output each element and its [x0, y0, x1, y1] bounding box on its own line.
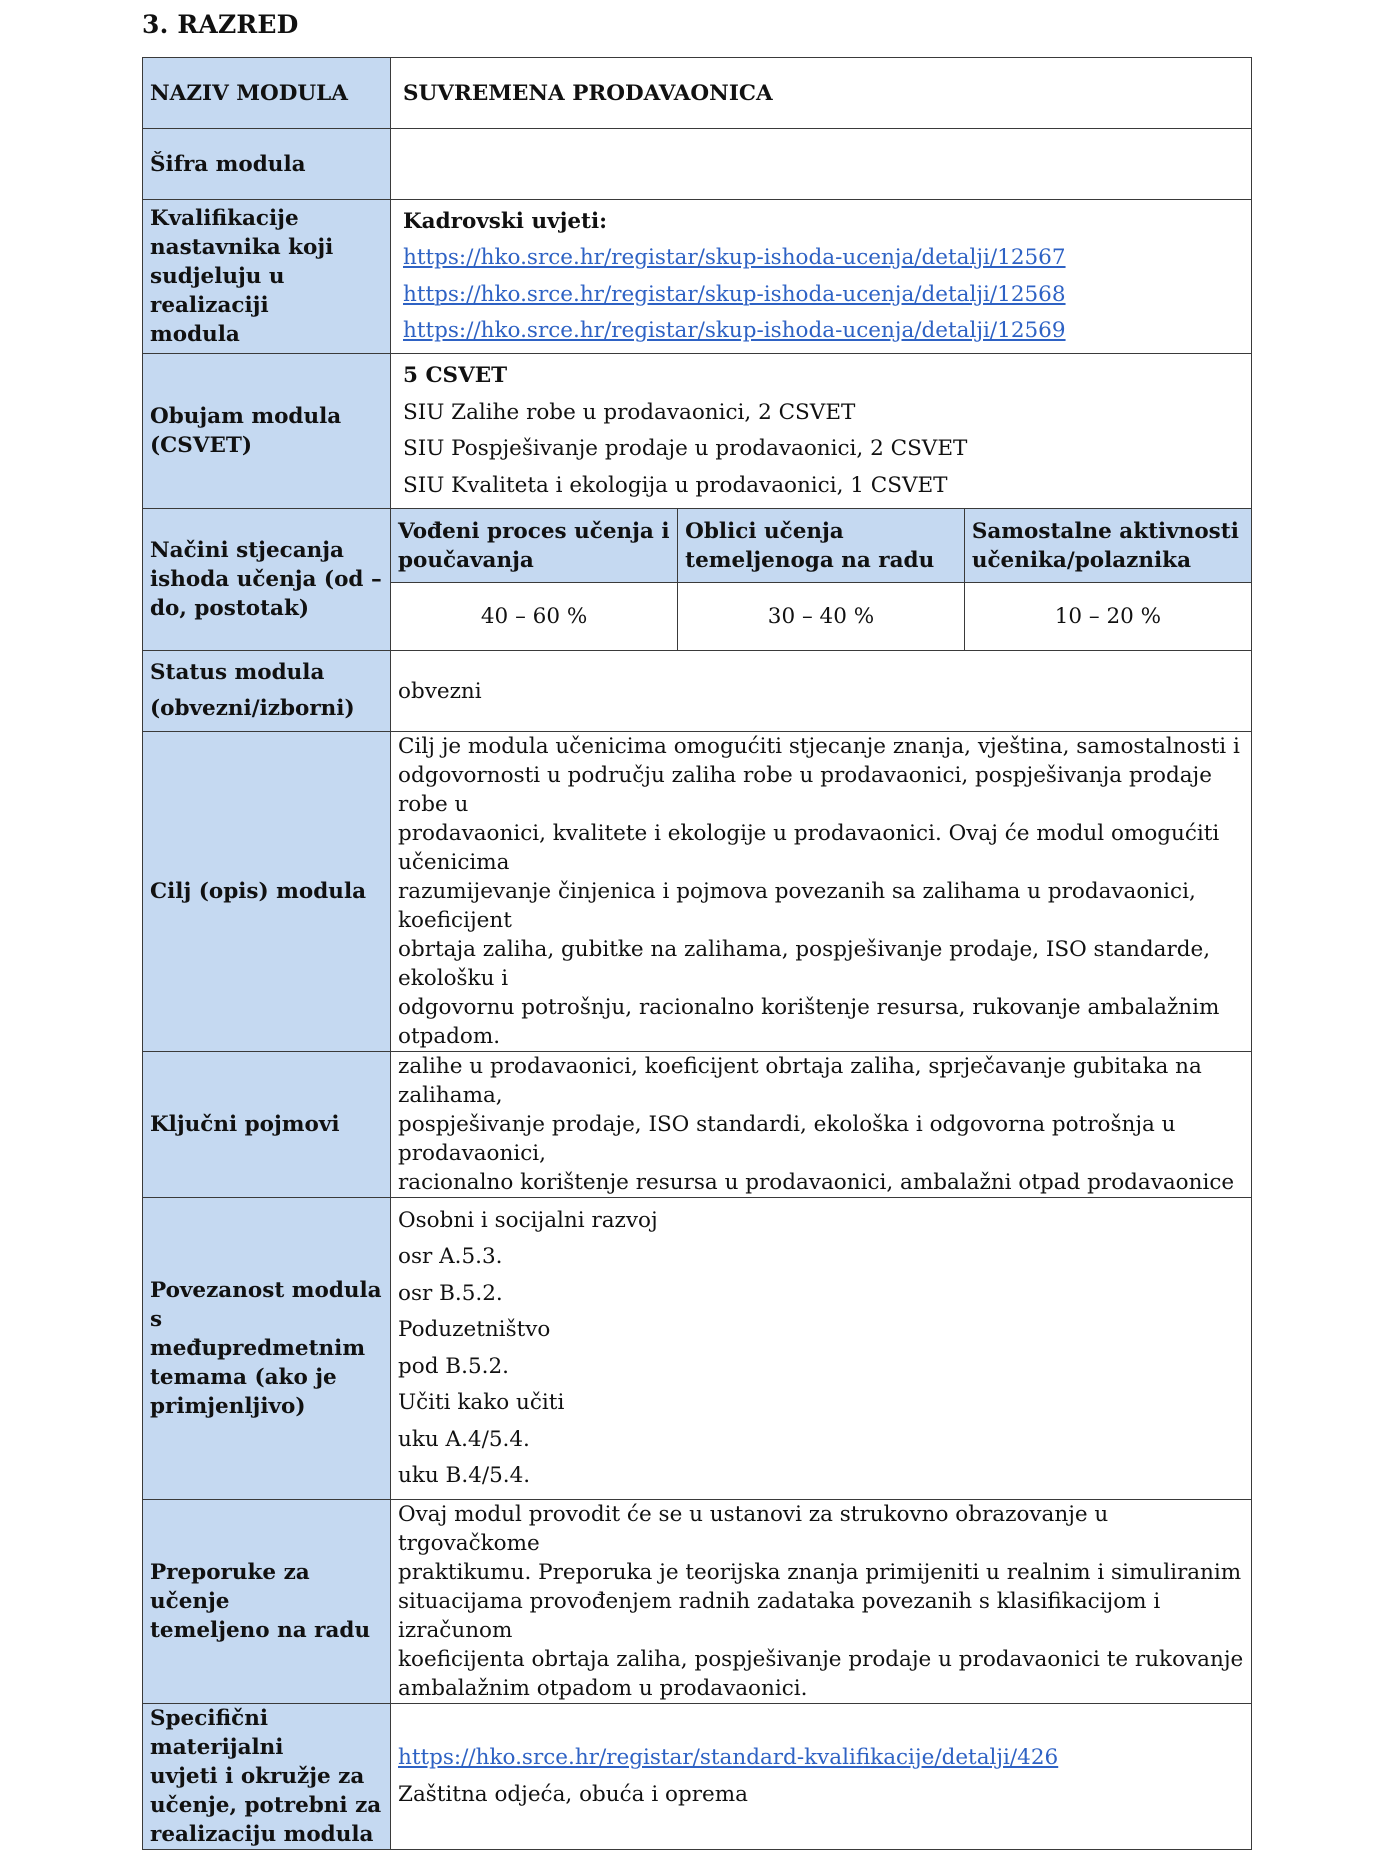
- obujam-label: [143, 354, 391, 509]
- row-sifra-modula: [143, 129, 1252, 200]
- status-value: obvezni: [391, 651, 1252, 732]
- obujam-item: SIU Zalihe robe u prodavaonici, 2 CSVET: [403, 399, 856, 425]
- label-line: Preporuke za učenje: [150, 1560, 310, 1614]
- label-line: Status modula: [150, 660, 325, 685]
- preporuke-line: situacijama provođenjem radnih zadataka povezanih s klasifikacijom i izračunom: [398, 1589, 1161, 1643]
- kljucni-line: pospješivanje prodaje, ISO standardi, ekološka i odgovorna potrošnja u prodavaonici,: [398, 1112, 1176, 1166]
- preporuke-label: [143, 1500, 391, 1704]
- label-line: sudjeluju u realizaciji: [150, 264, 285, 318]
- standard-kvalifikacije-link[interactable]: https://hko.srce.hr/registar/standard-kvalifikacije/detalji/426: [398, 1745, 1059, 1770]
- kljucni-pojmovi-content: [391, 1052, 1252, 1198]
- label-line: (CSVET): [150, 433, 253, 458]
- nacini-value-vodeni: 40 – 60 %: [391, 583, 678, 650]
- header-line: temeljenoga na radu: [685, 547, 935, 573]
- label-line: modula: [150, 322, 240, 347]
- nacini-value-samostalne: 10 – 20 %: [964, 583, 1251, 650]
- label-line: temeljeno na radu: [150, 1618, 371, 1643]
- label-line: uvjeti i okružje za: [150, 1764, 365, 1789]
- cilj-label: Cilj (opis) modula: [143, 732, 391, 1052]
- row-obujam: [143, 354, 1252, 509]
- kvalifikacija-link-12568[interactable]: https://hko.srce.hr/registar/skup-ishoda-ucenja/detalji/12568: [403, 281, 1066, 307]
- povezanost-item: osr A.5.3.: [398, 1244, 503, 1269]
- label-line: nastavnika koji: [150, 235, 334, 260]
- cilj-line: odgovornosti u području zaliha robe u prodavaonici, pospješivanja prodaje robe u: [398, 763, 1212, 817]
- povezanost-item: Učiti kako učiti: [398, 1390, 565, 1415]
- label-line: (obvezni/izborni): [150, 696, 355, 721]
- header-line: Samostalne aktivnosti: [971, 518, 1239, 544]
- row-status: [143, 651, 1252, 732]
- row-nacini: [143, 509, 1252, 651]
- naziv-modula-value: SUVREMENA PRODAVAONICA: [391, 58, 1252, 129]
- nacini-content: [391, 509, 1252, 651]
- label-line: primjenljivo): [150, 1394, 306, 1419]
- label-line: temama (ako je: [150, 1365, 337, 1390]
- header-line: učenika/polaznika: [971, 547, 1192, 573]
- header-line: Vođeni proces učenja i: [398, 518, 670, 544]
- kvalifikacija-link-12569[interactable]: https://hko.srce.hr/registar/skup-ishoda-ucenja/detalji/12569: [403, 318, 1066, 343]
- kadrovski-uvjeti-title: Kadrovski uvjeti:: [403, 208, 608, 234]
- row-povezanost: [143, 1198, 1252, 1500]
- preporuke-content: [391, 1500, 1252, 1704]
- cilj-line: odgovornu potrošnju, racionalno korištenje resursa, rukovanje ambalažnim otpadom.: [398, 995, 1220, 1049]
- povezanost-item: osr B.5.2.: [398, 1280, 503, 1306]
- label-line: realizaciju modula: [150, 1822, 374, 1847]
- preporuke-line: Ovaj modul provodit će se u ustanovi za strukovno obrazovanje u trgovačkome: [398, 1502, 1109, 1556]
- label-line: Obujam modula: [150, 404, 342, 429]
- naziv-modula-label: NAZIV MODULA: [143, 58, 391, 129]
- label-line: učenje, potrebni za: [150, 1793, 382, 1818]
- povezanost-content: [391, 1198, 1252, 1500]
- povezanost-item: Osobni i socijalni razvoj: [398, 1207, 658, 1233]
- header-line: Oblici učenja: [685, 518, 844, 544]
- status-label: [143, 651, 391, 732]
- obujam-item: SIU Pospješivanje prodaje u prodavaonici, 2 CSVET: [403, 436, 968, 461]
- preporuke-line: koeficijenta obrtaja zaliha, pospješivanje prodaje u prodavaonici te rukovanje: [398, 1647, 1244, 1672]
- kljucni-line: racionalno korištenje resursa u prodavaonici, ambalažni otpad prodavaonice: [398, 1170, 1235, 1195]
- module-table: [142, 57, 1252, 1850]
- label-line: do, postotak): [150, 596, 310, 621]
- label-line: međupredmetnim: [150, 1336, 366, 1361]
- label-line: Povezanost modula s: [150, 1278, 382, 1332]
- kvalifikacije-content: [391, 200, 1252, 354]
- row-kljucni-pojmovi: [143, 1052, 1252, 1198]
- nacini-header-oblici: [678, 509, 965, 583]
- nacini-header-samostalne: [964, 509, 1251, 583]
- preporuke-line: praktikumu. Preporuka je teorijska znanja primijeniti u realnim i simuliranim: [398, 1560, 1242, 1585]
- cilj-line: razumijevanje činjenica i pojmova povezanih sa zalihama u prodavaonici, koeficijent: [398, 879, 1196, 933]
- cilj-content: [391, 732, 1252, 1052]
- povezanost-item: pod B.5.2.: [398, 1353, 509, 1379]
- obujam-item: SIU Kvaliteta i ekologija u prodavaonici, 1 CSVET: [403, 472, 948, 498]
- page-heading: 3. RAZRED: [142, 10, 299, 39]
- header-line: poučavanja: [398, 547, 534, 573]
- povezanost-item: uku B.4/5.4.: [398, 1463, 531, 1488]
- nacini-value-oblici: 30 – 40 %: [678, 583, 965, 650]
- obujam-total: 5 CSVET: [403, 363, 508, 388]
- obujam-content: [391, 354, 1252, 509]
- specificni-text: Zaštitna odjeća, obuća i oprema: [398, 1781, 748, 1807]
- cilj-line: Cilj je modula učenicima omogućiti stjecanje znanja, vještina, samostalnosti i: [398, 734, 1240, 759]
- row-naziv-modula: [143, 58, 1252, 129]
- label-line: ishoda učenja (od –: [150, 567, 382, 592]
- label-line: Kvalifikacije: [150, 206, 299, 231]
- label-line: Načini stjecanja: [150, 538, 344, 563]
- specificni-uvjeti-content: [391, 1704, 1252, 1850]
- kvalifikacije-label: [143, 200, 391, 354]
- row-kvalifikacije: [143, 200, 1252, 354]
- povezanost-item: Poduzetništvo: [398, 1317, 551, 1342]
- preporuke-line: ambalažnim otpadom u prodavaonici.: [398, 1676, 808, 1701]
- nacini-subtable: [391, 509, 1251, 650]
- nacini-label: [143, 509, 391, 651]
- row-preporuke: [143, 1500, 1252, 1704]
- cilj-line: prodavaonici, kvalitete i ekologije u prodavaonici. Ovaj će modul omogućiti učenicima: [398, 821, 1220, 875]
- row-cilj: [143, 732, 1252, 1052]
- povezanost-item: uku A.4/5.4.: [398, 1426, 530, 1452]
- specificni-uvjeti-label: [143, 1704, 391, 1850]
- row-specificni-uvjeti: [143, 1704, 1252, 1850]
- kljucni-line: zalihe u prodavaonici, koeficijent obrtaja zaliha, sprječavanje gubitaka na zalihama,: [398, 1054, 1202, 1108]
- label-line: Specifični materijalni: [150, 1706, 284, 1760]
- kvalifikacija-link-12567[interactable]: https://hko.srce.hr/registar/skup-ishoda-ucenja/detalji/12567: [403, 245, 1066, 270]
- kljucni-pojmovi-label: Ključni pojmovi: [143, 1052, 391, 1198]
- sifra-modula-value: [391, 129, 1252, 200]
- sifra-modula-label: Šifra modula: [143, 129, 391, 200]
- nacini-header-vodeni: [391, 509, 678, 583]
- povezanost-label: [143, 1198, 391, 1500]
- cilj-line: obrtaja zaliha, gubitke na zalihama, pospješivanje prodaje, ISO standarde, ekološku i: [398, 937, 1211, 991]
